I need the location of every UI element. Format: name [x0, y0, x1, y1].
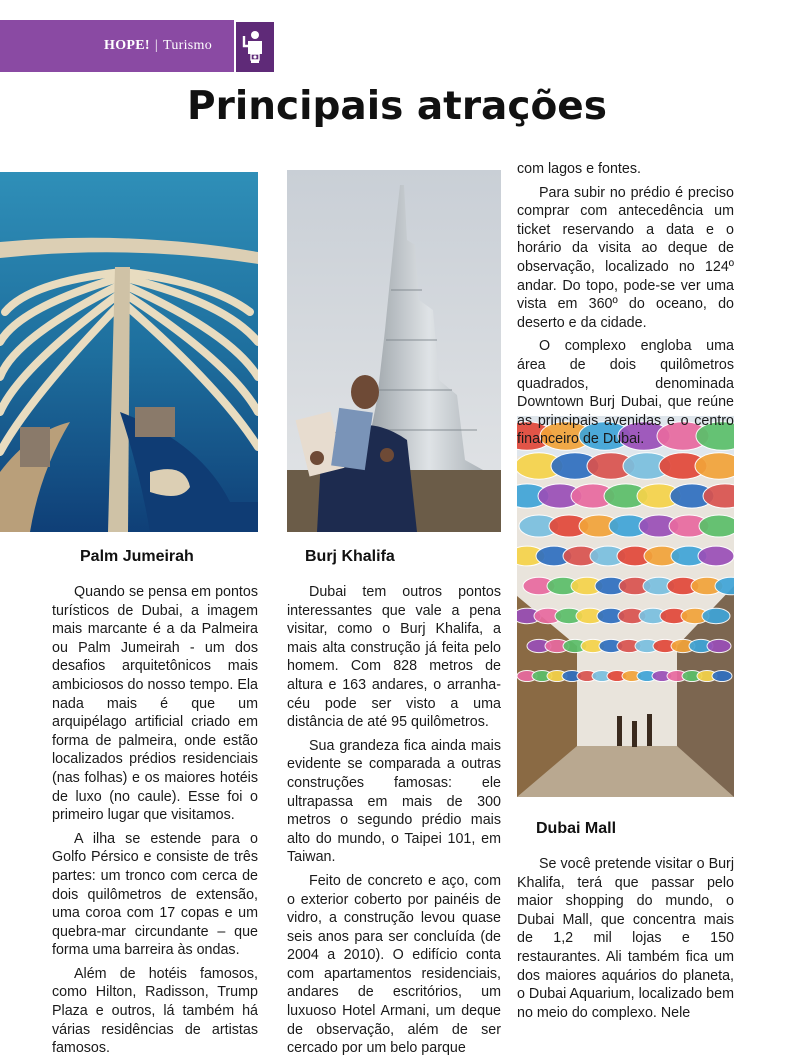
man-reading-magazine-burj-khalifa-photo [287, 170, 501, 532]
paragraph: Dubai tem outros pontos interessantes que vale a pena visitar, como o Burj Khalifa, a mais alta construção já feita pelo homem. Com 828 metros de altura e 163 andares, o arranha-céu pode ser visto a uma distância de até 95 quilômetros. [287, 584, 501, 731]
paragraph: Sua grandeza fica ainda mais evidente se comparada a outras construções famosas: ele ultrapassa em mais de 300 metros o segundo prédio mais alto do mundo, o Taipei 101, em Taiwan. [287, 737, 501, 866]
burj-khalifa-heading: Burj Khalifa [305, 548, 395, 565]
burj-khalifa-text-continued [517, 160, 734, 454]
dubai-mall-heading: Dubai Mall [536, 820, 617, 837]
paragraph: O complexo engloba uma área de dois quilômetros quadrados, denominada Downtown Burj Dubai, que reúne as principais avenidas e o centro financeiro de Dubai. [517, 338, 734, 448]
paragraph: Para subir no prédio é preciso comprar com antecedência um ticket reservando a data e o horário da visita ao deque de observação, localizado no 124º andar. Do topo, pode-se ver uma vista em 360º do oceano, do deserto e da cidade. [517, 184, 734, 331]
burj-khalifa-text [287, 583, 501, 1063]
palm-jumeirah-text [52, 583, 258, 1063]
header-separator: | [154, 38, 158, 53]
aerial-palm-island-photo [0, 172, 258, 532]
magazine-brand: HOPE! [104, 38, 150, 53]
page-title: Principais atrações [187, 84, 607, 129]
paragraph: Se você pretende visitar o Burj Khalifa, terá que passar pelo maior shopping do mundo, o Dubai Mall, que concentra mais de 1,2 mil lojas e 150 restaurantes. Ali também fica um dos maiores aquários do planeta, o Dubai Aquarium, localizado bem no meio do complexo. Nele [517, 856, 734, 1021]
dubai-mall-text [517, 855, 734, 1027]
paragraph: Além de hotéis famosos, como Hilton, Radisson, Trump Plaza e outros, lá também há várias residências de artistas famosos. [52, 965, 258, 1057]
paragraph: A ilha se estende para o Golfo Pérsico e consiste de três partes: um tronco com cerca de dois quilômetros de extensão, uma coroa com 17 copas e um quebra-mar circundante – que forma uma barreira às ondas. [52, 830, 258, 959]
umbrella-ceiling-mall-photo [517, 416, 734, 797]
paragraph: Feito de concreto e aço, com o exterior coberto por painéis de vidro, a construção levou quase seis anos para ser concluída (de 2004 a 2010). O edifício conta com apartamentos residenciais, andares de escritórios, um luxuoso Hotel Armani, um deque de observação, além de ser cercado por um belo parque [287, 872, 501, 1057]
section-header-text [104, 38, 212, 54]
section-name: Turismo [162, 38, 213, 53]
tourist-camera-icon [236, 22, 274, 72]
paragraph: Quando se pensa em pontos turísticos de Dubai, a imagem mais marcante é a da Palmeira ou Palm Jumeirah - um dos desafios arquitetônicos mais ambiciosos do nosso tempo. Ela nada mais é que um arquipélago artificial criado em forma de palmeira, onde estão localizados prédios residenciais (nas folhas) e os maiores hotéis de luxo (no caule). Esse foi o primeiro lugar que visitamos. [52, 584, 258, 824]
palm-jumeirah-heading: Palm Jumeirah [80, 548, 194, 565]
paragraph: com lagos e fontes. [517, 161, 641, 177]
